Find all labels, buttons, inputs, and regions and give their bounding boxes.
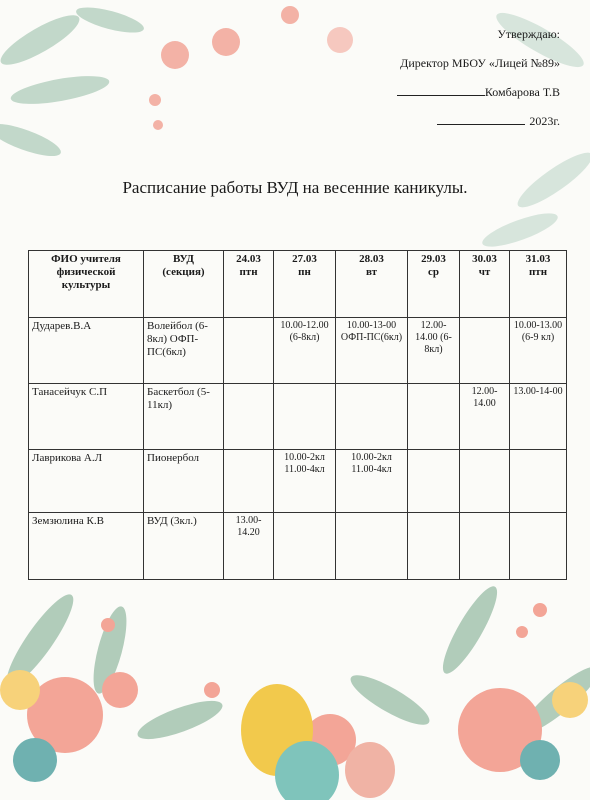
header-date: 27.03 пн <box>274 251 336 318</box>
section-name: Пионербол <box>144 450 224 513</box>
schedule-cell: 13.00-14-00 <box>510 384 567 450</box>
schedule-cell <box>408 450 460 513</box>
schedule-cell <box>408 384 460 450</box>
schedule-cell <box>460 318 510 384</box>
table-header-row <box>29 251 567 318</box>
schedule-cell <box>510 450 567 513</box>
table-row <box>29 384 567 450</box>
document-title: Расписание работы ВУД на весенние каникулы. <box>122 178 468 197</box>
schedule-cell: 10.00-2кл 11.00-4кл <box>274 450 336 513</box>
teacher-name: Земзюлина К.В <box>29 513 144 580</box>
date-line <box>437 110 525 125</box>
schedule-cell <box>336 513 408 580</box>
schedule-cell: 10.00-12.00 (6-8кл) <box>274 318 336 384</box>
approval-line-2: Директор МБОУ «Лицей №89» <box>400 56 560 70</box>
section-name: Волейбол (6-8кл) ОФП-ПС(6кл) <box>144 318 224 384</box>
schedule-cell <box>274 384 336 450</box>
schedule-cell <box>224 450 274 513</box>
table-row <box>29 513 567 580</box>
header-date: 31.03 птн <box>510 251 567 318</box>
teacher-name: Танасейчук С.П <box>29 384 144 450</box>
header-date: 30.03 чт <box>460 251 510 318</box>
teacher-name: Лаврикова А.Л <box>29 450 144 513</box>
table-row <box>29 318 567 384</box>
table-row <box>29 450 567 513</box>
schedule-cell: 10.00-13.00 (6-9 кл) <box>510 318 567 384</box>
header-date: 28.03 вт <box>336 251 408 318</box>
teacher-name: Дударев.В.А <box>29 318 144 384</box>
schedule-cell <box>460 513 510 580</box>
schedule-cell <box>460 450 510 513</box>
schedule-cell <box>336 384 408 450</box>
schedule-cell <box>510 513 567 580</box>
schedule-cell <box>408 513 460 580</box>
director-name: Комбарова Т.В <box>484 85 560 99</box>
section-name: Баскетбол (5-11кл) <box>144 384 224 450</box>
section-name: ВУД (3кл.) <box>144 513 224 580</box>
schedule-cell <box>224 318 274 384</box>
approval-line-1: Утверждаю: <box>497 27 560 41</box>
schedule-cell: 10.00-2кл 11.00-4кл <box>336 450 408 513</box>
approval-block <box>320 20 560 136</box>
header-date: 24.03 птн <box>224 251 274 318</box>
schedule-cell: 12.00-14.00 <box>460 384 510 450</box>
schedule-cell: 10.00-13-00 ОФП-ПС(6кл) <box>336 318 408 384</box>
schedule-cell: 13.00-14.20 <box>224 513 274 580</box>
year: 2023г. <box>529 114 560 128</box>
schedule-table <box>28 250 567 580</box>
header-section: ВУД (секция) <box>144 251 224 318</box>
signature-line <box>397 81 485 96</box>
header-date: 29.03 ср <box>408 251 460 318</box>
approval-line-4 <box>320 107 560 136</box>
schedule-cell <box>224 384 274 450</box>
schedule-cell <box>274 513 336 580</box>
approval-line-3 <box>320 78 560 107</box>
header-teacher: ФИО учителя физической культуры <box>29 251 144 318</box>
schedule-cell: 12.00-14.00 (6-8кл) <box>408 318 460 384</box>
